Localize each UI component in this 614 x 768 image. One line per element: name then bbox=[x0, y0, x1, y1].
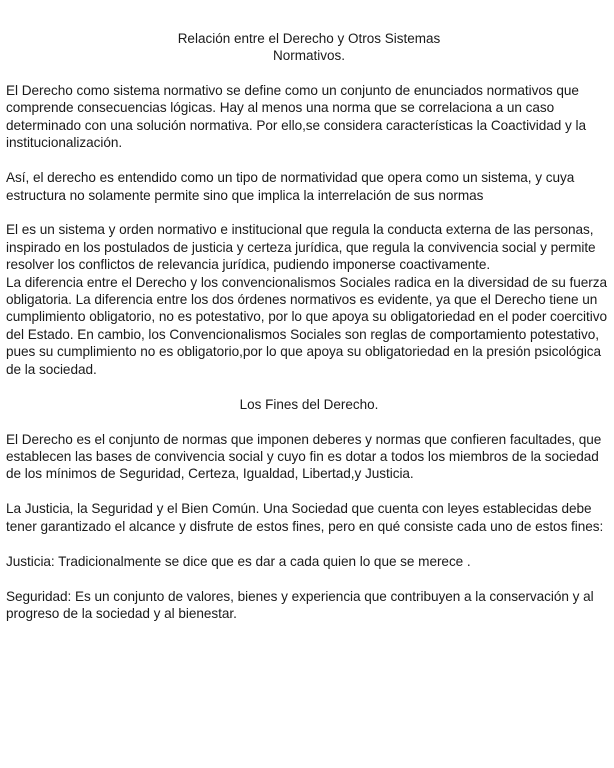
paragraph-definition: El Derecho como sistema normativo se define como un conjunto de enunciados normativos que comprende consecuencias lógicas. Hay al menos una norma que se correlaciona a un caso determinado con una solución normativa. Por ello,se considera características la Coactividad y la institucionalización. bbox=[6, 83, 586, 151]
paragraph-system: Así, el derecho es entendido como un tipo de normatividad que opera como un sistema, y cuya estructura no solamente permite sino que implica la interrelación de sus normas bbox=[6, 170, 575, 203]
document-title bbox=[6, 30, 612, 64]
document-title-line-2: Normativos. bbox=[272, 48, 345, 63]
paragraph-purposes: El Derecho es el conjunto de normas que imponen deberes y normas que confieren facultades, que establecen las bases de convivencia social y cuyo fin es dotar a todos los miembros de la sociedad de los mínimos de Seguridad, Certeza, Igualdad, Libertad,y Justicia. bbox=[6, 431, 602, 482]
paragraph-common-good: La Justicia, la Seguridad y el Bien Común. Una Sociedad que cuenta con leyes establecidas debe tener garantizado el alcance y disfrute de estos fines, pero en qué consiste cada uno de estos fines: bbox=[6, 501, 604, 534]
paragraph-security: Seguridad: Es un conjunto de valores, bienes y experiencia que contribuyen a la conservación y al progreso de la sociedad y al bienestar. bbox=[6, 588, 594, 621]
paragraph-justice: Justicia: Tradicionalmente se dice que es dar a cada quien lo que se merece . bbox=[6, 553, 471, 569]
document-title-line-1: Relación entre el Derecho y Otros Sistemas bbox=[177, 31, 441, 46]
paragraph-normative-order: El es un sistema y orden normativo e institucional que regula la conducta externa de las personas, inspirado en los postulados de justicia y certeza jurídica, que regula la convivencia social y permite resolver los conflictos de relevancia jurídica, pudiendo imponerse coactivamente. bbox=[6, 222, 596, 273]
section-subtitle: Los Fines del Derecho. bbox=[239, 396, 379, 412]
paragraph-social-conventions: La diferencia entre el Derecho y los convencionalismos Sociales radica en la diversidad de su fuerza obligatoria. La diferencia entre los dos órdenes normativos es evidente, ya que el Derecho tiene un cumplimiento obligatorio, no es potestativo, por lo que apoya su obligatoriedad en el poder coercitivo del Estado. En cambio, los Convencionalismos Sociales son reglas de comportamiento potestativo, pues su cumplimiento no es obligatorio,por lo que apoya su obligatoriedad en la presión psicológica de la sociedad. bbox=[6, 274, 608, 377]
